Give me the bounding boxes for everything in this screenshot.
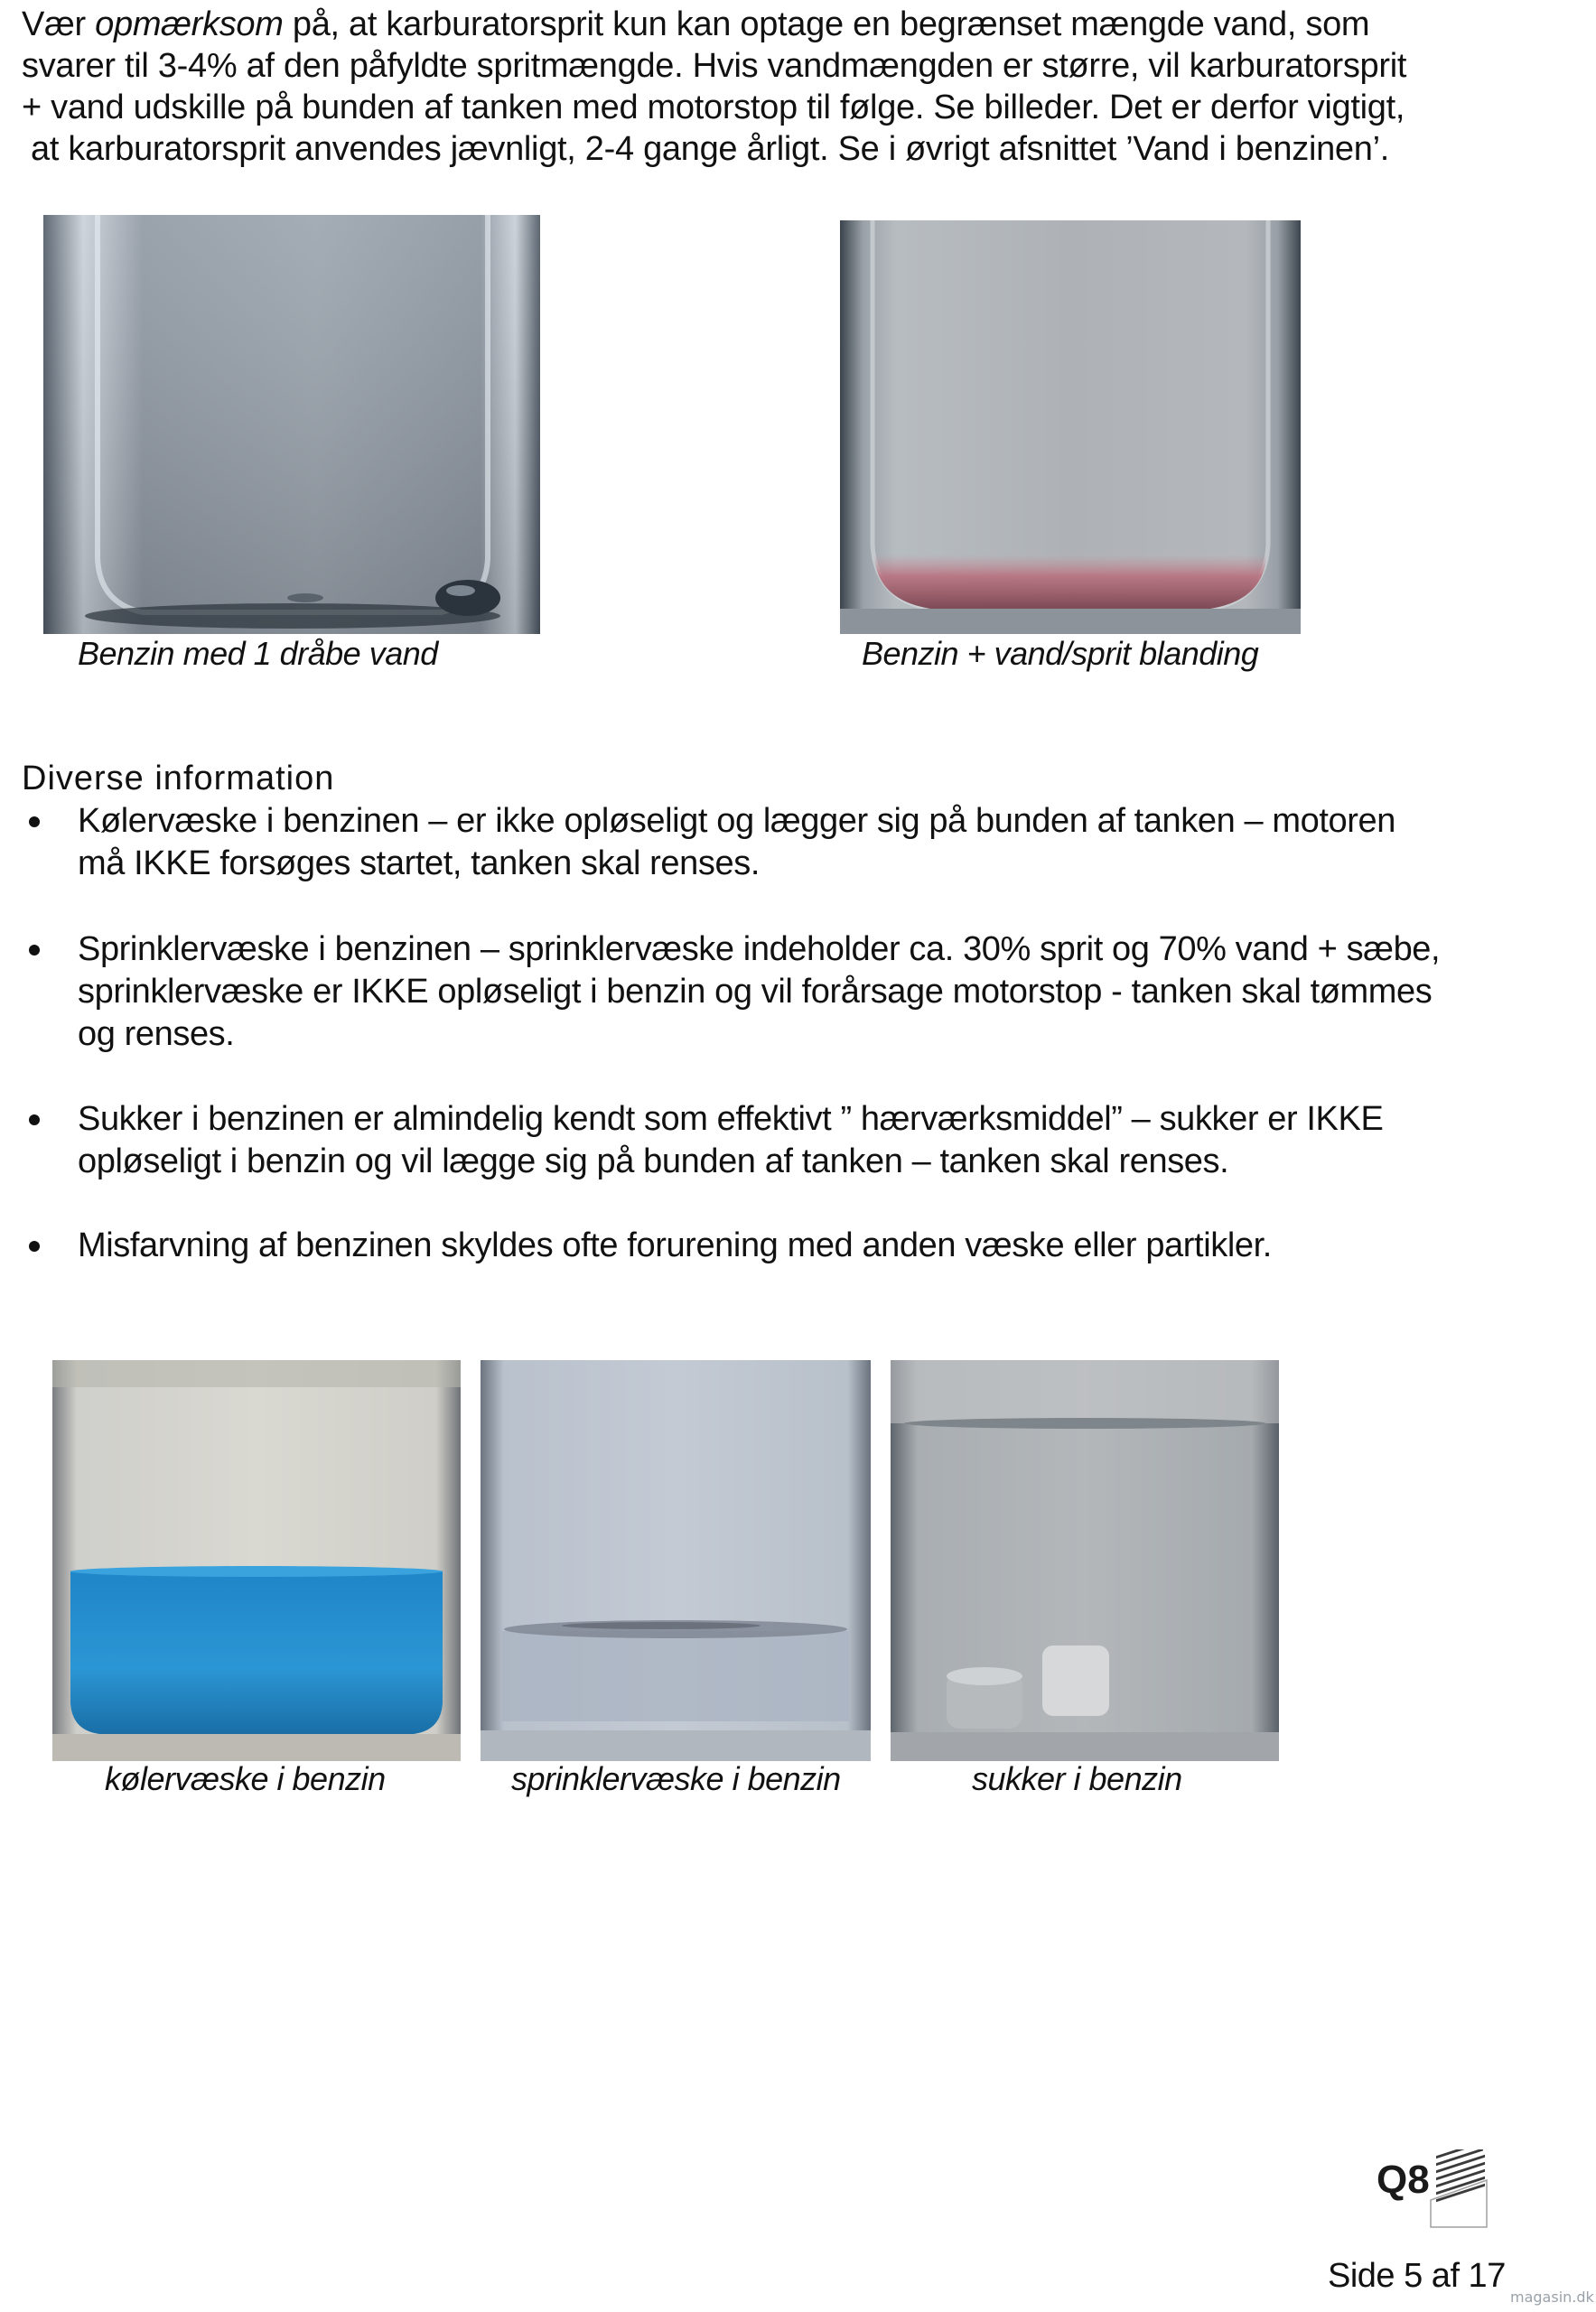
bullet-icon	[29, 1114, 40, 1125]
emphasis-opmaerksom: opmærksom	[95, 5, 284, 43]
photo-sugar-in-benzin	[891, 1360, 1279, 1761]
photo-coolant-in-benzin	[52, 1360, 461, 1761]
bullet-icon	[29, 1241, 40, 1252]
bullet-icon	[29, 945, 40, 956]
caption-benzin-water-drop: Benzin med 1 dråbe vand	[78, 635, 438, 672]
photo-washer-fluid-in-benzin	[481, 1360, 871, 1761]
photo-benzin-water-alcohol	[840, 220, 1301, 634]
q8-logo	[1373, 2149, 1490, 2231]
watermark: magasin.dk	[1510, 2289, 1594, 2306]
intro-paragraph	[22, 4, 1539, 170]
intro-line-3: + vand udskille på bunden af tanken med motorstop til følge. Se billeder. Det er derfor vigtigt,	[22, 89, 1405, 126]
bullet-text: Sprinklervæske i benzinen – sprinklervæske indeholder ca. 30% sprit og 70% vand + sæbe, sprinklervæske er IKKE opløseligt i benzin og vil forårsage motorstop - tanken skal tømmes og renses.	[78, 930, 1441, 1053]
bullet-text: Misfarvning af benzinen skyldes ofte forurening med anden væske eller partikler.	[78, 1226, 1272, 1264]
intro-line-4: at karburatorsprit anvendes jævnligt, 2-4 gange årligt. Se i øvrigt afsnittet ’Vand i benzinen’.	[31, 130, 1389, 168]
svg-text:Q8: Q8	[1377, 2158, 1430, 2202]
caption-benzin-water-alcohol: Benzin + vand/sprit blanding	[862, 635, 1259, 672]
page-number: Side 5 af 17	[1328, 2257, 1506, 2295]
intro-line-1: Vær opmærksom på, at karburatorsprit kun kan optage en begrænset mængde vand, som	[22, 5, 1370, 43]
caption-sugar-in-benzin: sukker i benzin	[972, 1760, 1182, 1797]
section-title: Diverse information	[22, 760, 335, 797]
caption-coolant-in-benzin: kølervæske i benzin	[105, 1760, 386, 1797]
bullet-icon	[29, 816, 40, 827]
bullet-text: Kølervæske i benzinen – er ikke opløseligt og lægger sig på bunden af tanken – motoren må IKKE forsøges startet, tanken skal renses.	[78, 802, 1396, 882]
intro-line-2: svarer til 3-4% af den påfyldte spritmængde. Hvis vandmængden er større, vil karburatorsprit	[22, 47, 1407, 85]
bullet-text: Sukker i benzinen er almindelig kendt som effektivt ” hærværksmiddel” – sukker er IKKE opløseligt i benzin og vil lægge sig på bunden af tanken – tanken skal renses.	[78, 1100, 1384, 1180]
photo-benzin-water-drop	[43, 215, 540, 634]
caption-washer-fluid-in-benzin: sprinklervæske i benzin	[511, 1760, 841, 1797]
